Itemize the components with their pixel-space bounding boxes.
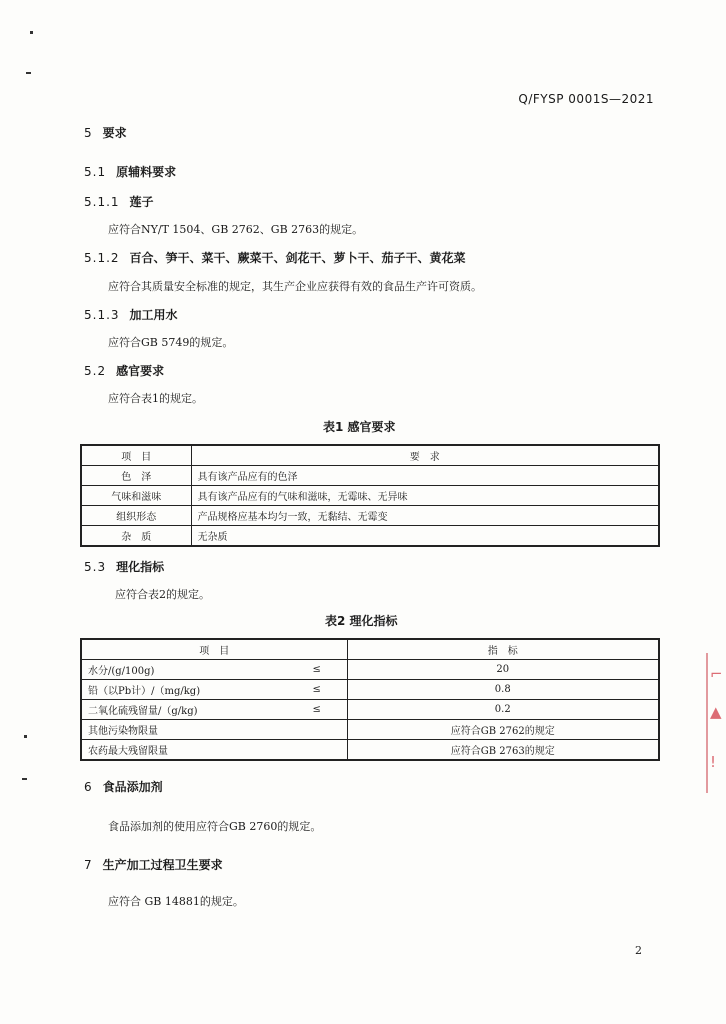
table1-caption: 表1 感官要求 bbox=[323, 420, 396, 434]
section-6-heading: 6 食品添加剂 bbox=[84, 780, 163, 794]
page-number: 2 bbox=[635, 944, 642, 957]
section-5-2-body: 应符合表1的规定。 bbox=[108, 392, 203, 405]
table2-cell: 0.8 bbox=[347, 680, 659, 700]
table2-cell: ≤ bbox=[287, 660, 347, 680]
table2-cell: 其他污染物限量 bbox=[81, 720, 287, 740]
table2-cell: 水分/(g/100g) bbox=[81, 660, 287, 680]
scan-speck bbox=[22, 778, 27, 780]
section-7-heading: 7 生产加工过程卫生要求 bbox=[84, 858, 223, 872]
table2-cell: 20 bbox=[347, 660, 659, 680]
section-5-1-1-body: 应符合NY/T 1504、GB 2762、GB 2763的规定。 bbox=[108, 223, 364, 236]
table2-cell bbox=[287, 740, 347, 761]
table2-cell bbox=[287, 720, 347, 740]
section-5-1-3-heading: 5.1.3 加工用水 bbox=[84, 308, 178, 322]
table1-cell: 无杂质 bbox=[191, 526, 659, 547]
red-seal-stamp-icon: ⌐ ▲ ! bbox=[706, 653, 726, 793]
table2-cell: ≤ bbox=[287, 700, 347, 720]
table2-header: 指 标 bbox=[347, 639, 659, 660]
table-row bbox=[81, 526, 659, 547]
section-5-heading: 5 要求 bbox=[84, 126, 127, 140]
scan-speck bbox=[24, 735, 27, 738]
table1-header-row bbox=[81, 445, 659, 466]
table1-cell: 具有该产品应有的气味和滋味，无霉味、无异味 bbox=[191, 486, 659, 506]
scan-speck bbox=[26, 72, 31, 74]
section-5-3-heading: 5.3 理化指标 bbox=[84, 560, 165, 574]
table1-cell: 色 泽 bbox=[81, 466, 191, 486]
table1 bbox=[80, 444, 660, 547]
table2 bbox=[80, 638, 660, 761]
table2-caption: 表2 理化指标 bbox=[325, 614, 398, 628]
standard-code: Q/FYSP 0001S—2021 bbox=[518, 92, 654, 106]
table2-cell: 0.2 bbox=[347, 700, 659, 720]
table2-cell: 二氧化硫残留量/（g/kg) bbox=[81, 700, 287, 720]
table-row bbox=[81, 466, 659, 486]
table-row bbox=[81, 700, 659, 720]
section-5-1-1-heading: 5.1.1 莲子 bbox=[84, 195, 154, 209]
table1-cell: 杂 质 bbox=[81, 526, 191, 547]
table-row bbox=[81, 486, 659, 506]
table-row bbox=[81, 680, 659, 700]
table2-cell: 应符合GB 2762的规定 bbox=[347, 720, 659, 740]
table1-cell: 气味和滋味 bbox=[81, 486, 191, 506]
table1-cell: 组织形态 bbox=[81, 506, 191, 526]
table1-header: 要 求 bbox=[191, 445, 659, 466]
section-7-body: 应符合 GB 14881的规定。 bbox=[108, 895, 244, 908]
table-row bbox=[81, 740, 659, 761]
table-row bbox=[81, 720, 659, 740]
table1-header: 项 目 bbox=[81, 445, 191, 466]
scan-speck bbox=[30, 31, 33, 34]
section-6-body: 食品添加剂的使用应符合GB 2760的规定。 bbox=[108, 820, 322, 833]
section-5-2-heading: 5.2 感官要求 bbox=[84, 364, 165, 378]
section-5-1-2-heading: 5.1.2 百合、笋干、菜干、蕨菜干、剑花干、萝卜干、茄子干、黄花菜 bbox=[84, 251, 466, 265]
table-row bbox=[81, 506, 659, 526]
table2-cell: 铅（以Pb计）/（mg/kg) bbox=[81, 680, 287, 700]
table2-cell: ≤ bbox=[287, 680, 347, 700]
table2-header: 项 目 bbox=[81, 639, 347, 660]
table1-cell: 具有该产品应有的色泽 bbox=[191, 466, 659, 486]
section-5-1-3-body: 应符合GB 5749的规定。 bbox=[108, 336, 234, 349]
section-5-3-body: 应符合表2的规定。 bbox=[115, 588, 210, 601]
table-row bbox=[81, 660, 659, 680]
table2-header-row bbox=[81, 639, 659, 660]
table2-cell: 应符合GB 2763的规定 bbox=[347, 740, 659, 761]
section-5-1-heading: 5.1 原辅料要求 bbox=[84, 165, 177, 179]
section-5-1-2-body: 应符合其质量安全标准的规定，其生产企业应获得有效的食品生产许可资质。 bbox=[108, 280, 482, 293]
table1-cell: 产品规格应基本均匀一致，无黏结、无霉变 bbox=[191, 506, 659, 526]
table2-cell: 农药最大残留限量 bbox=[81, 740, 287, 761]
